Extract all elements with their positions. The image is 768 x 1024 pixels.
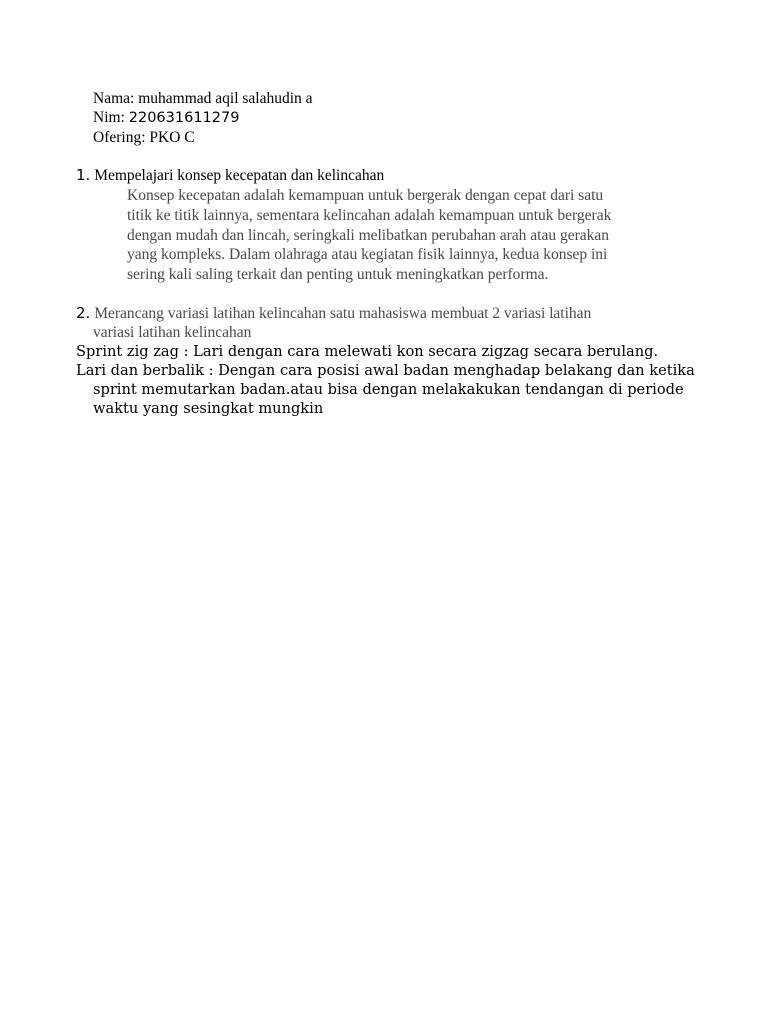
ofering-line: [93, 128, 195, 147]
ofering-value: PKO C: [149, 129, 195, 146]
variation-item-2: Lari dan berbalik : Dengan cara posisi awal badan menghadap belakang dan ketika: [76, 362, 695, 379]
section2-number: 2.: [76, 304, 91, 322]
variation-item-1: Sprint zig zag : Lari dengan cara melewati kon secara zigzag secara berulang.: [76, 343, 659, 360]
section2-heading-text: Merancang variasi latihan kelincahan satu mahasiswa membuat 2 variasi latihan: [94, 305, 592, 322]
nim-label: Nim:: [93, 109, 125, 126]
name-label: Nama:: [93, 90, 135, 107]
section2-heading-continued: variasi latihan kelincahan: [93, 324, 252, 341]
section1-body-line: yang kompleks. Dalam olahraga atau kegiatan fisik lainnya, kedua konsep ini: [127, 246, 608, 263]
ofering-label: Ofering:: [93, 129, 146, 146]
section1-heading-text: Mempelajari konsep kecepatan dan kelincahan: [94, 167, 385, 184]
section1-body-line: sering kali saling terkait dan penting untuk meningkatkan performa.: [127, 266, 549, 283]
section1-body-line: titik ke titik lainnya, sementara kelincahan adalah kemampuan untuk bergerak: [127, 207, 612, 224]
section1-body-line: Konsep kecepatan adalah kemampuan untuk bergerak dengan cepat dari satu: [127, 187, 604, 204]
name-line: [93, 89, 313, 108]
section1-body-line: dengan mudah dan lincah, seringkali melibatkan perubahan arah atau gerakan: [127, 227, 610, 244]
nim-line: [93, 108, 239, 128]
variation-item-2-continued: waktu yang sesingkat mungkin: [93, 400, 324, 417]
variation-item-2-continued: sprint memutarkan badan.atau bisa dengan melakakukan tendangan di periode: [93, 381, 684, 398]
nim-value: 220631611279: [128, 110, 240, 126]
section2-heading: [76, 304, 591, 323]
name-value: muhammad aqil salahudin a: [138, 90, 313, 107]
section1-heading: [76, 166, 384, 185]
section1-number: 1.: [76, 166, 91, 184]
